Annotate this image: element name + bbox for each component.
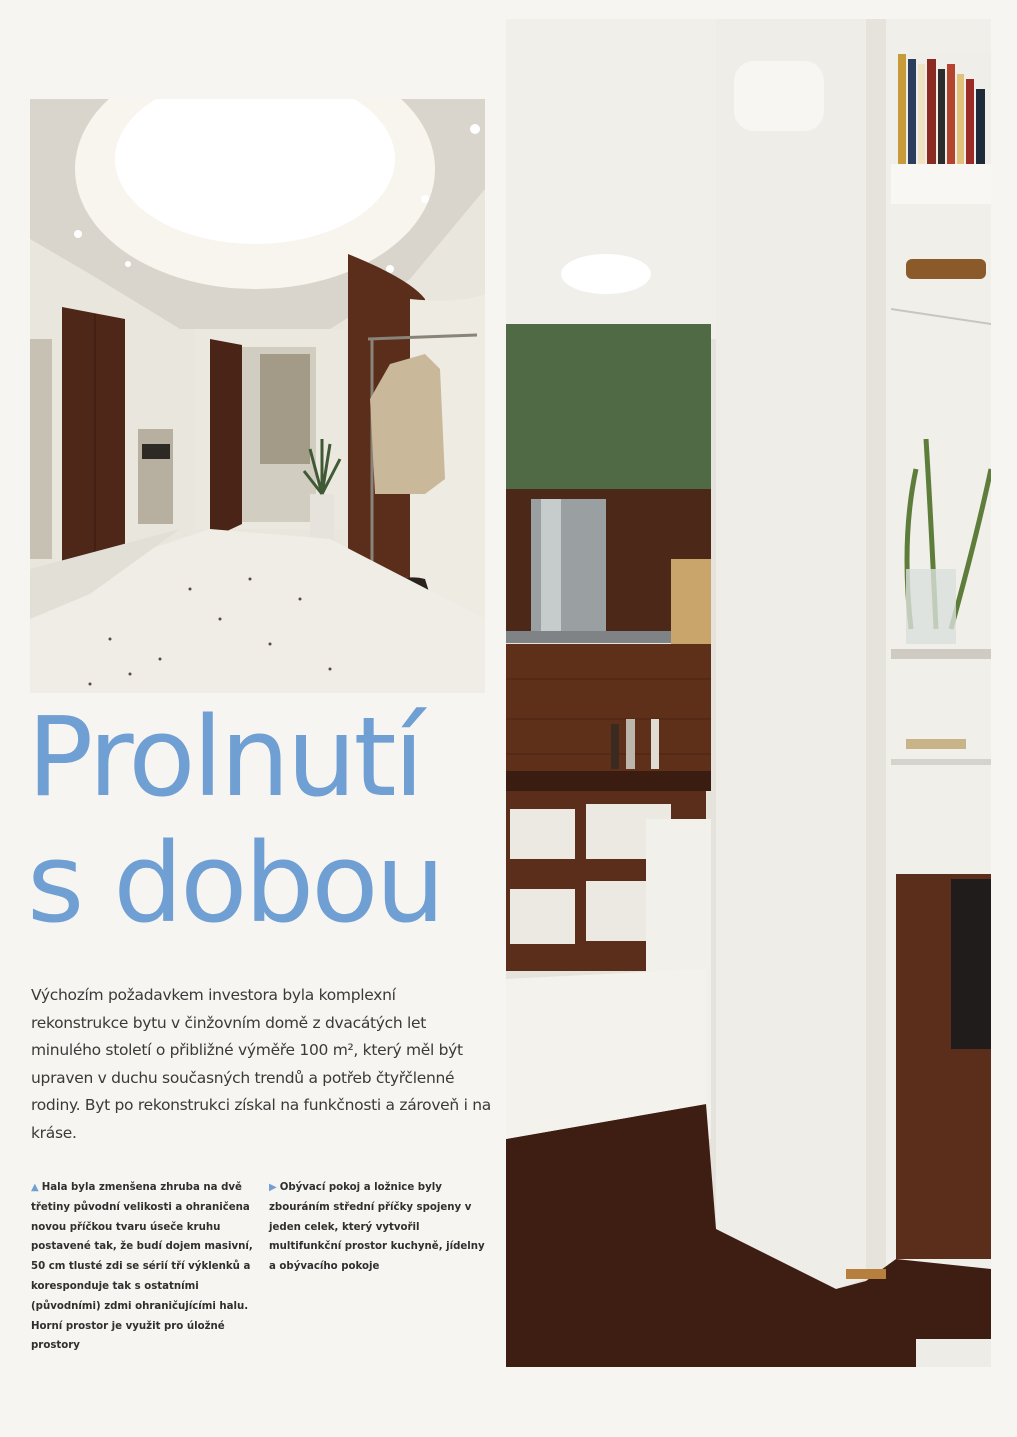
article-lead: Výchozím požadavkem investora byla komplexní rekonstrukce bytu v činžovním domě z dvacátých let minulého století o přibližné výměře 100 m², který měl být upraven v duchu současných trendů a potřeb čtyřčlenné rodiny. Byt po rekonstrukci získal na funkčnosti a zároveň i na kráse.	[31, 986, 491, 1142]
caption-living	[269, 1178, 494, 1277]
triangle-right-icon: ▶	[269, 1182, 277, 1193]
article-title-line-2: s dobou	[27, 819, 443, 947]
article-title-line-1: Prolnutí	[27, 693, 422, 821]
article-title	[27, 694, 497, 946]
caption-hall	[31, 1178, 256, 1356]
caption-living-text: Obývací pokoj a ložnice byly zbouráním střední příčky spojeny v jeden celek, který vytvořil multifunkční prostor kuchyně, jídelny a obývacího pokoje	[269, 1182, 485, 1273]
triangle-up-icon: ▲	[31, 1182, 39, 1193]
living-kitchen-photo	[506, 19, 991, 1367]
caption-hall-text: Hala byla zmenšena zhruba na dvě třetiny původní velikosti a ohraničena novou příčkou tvaru úseče kruhu postavené tak, že budí dojem masivní, 50 cm tlusté zdi se sérií tří výklenků a koresponduje tak s ostatními (původními) zdmi ohraničujícími halu. Horní prostor je využit pro úložné prostory	[31, 1182, 253, 1352]
hall-photo	[30, 99, 485, 693]
